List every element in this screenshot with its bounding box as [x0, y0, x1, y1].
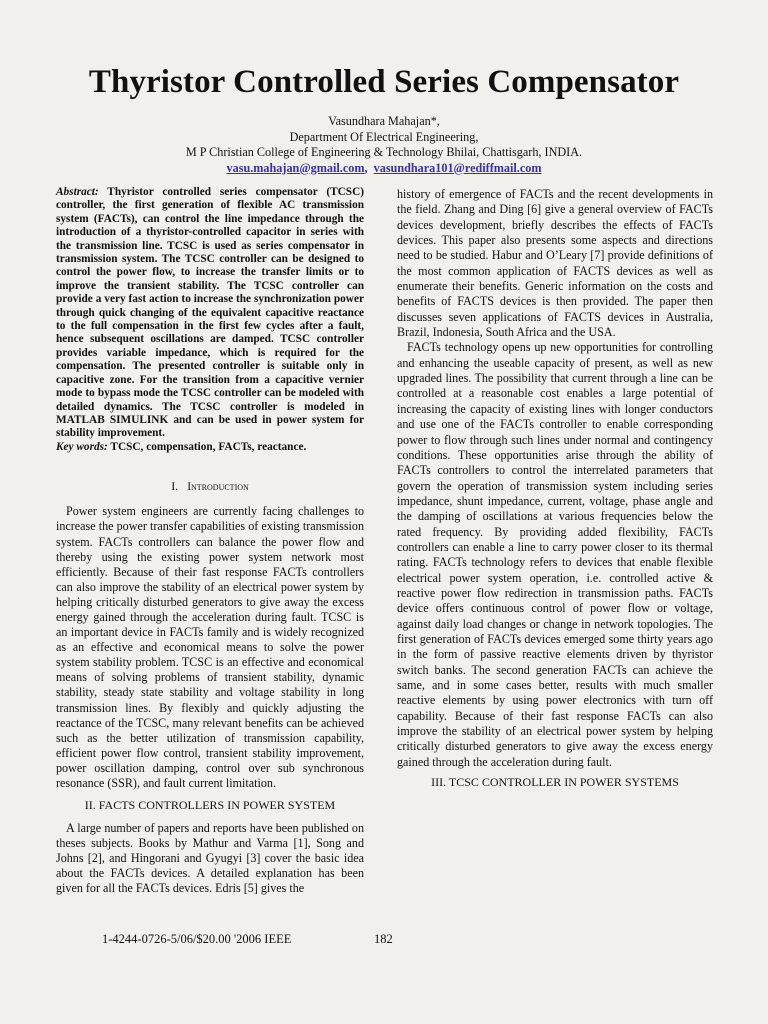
abstract [56, 186, 364, 441]
author-name: Vasundhara Mahajan*, [328, 114, 440, 128]
intro-paragraph: Power system engineers are currently facing challenges to increase the power transfer capabilities of existing transmission system. FACTs controllers can balance the power flow and thereby using the existing power system network most efficiently. Because of their fast response FACTs controllers can also improve the stability of an electrical power system by helping critically disturbed generators to give away the excess energy gained through the acceleration during fault. TCSC is an important device in FACTs family and is widely recognized as an effective and economical means to solve the power system stability problem. TCSC is an effective and economical means of solving problems of transient stability, dynamic stability, steady state stability and voltage stability in long transmission lines. By flexibly and quickly adjusting the reactance of the TCSC, many relevant benefits can be achieved such as the better utilization of transmission capability, efficient power flow control, transient stability improvement, power oscillation damping, control over sub synchronous resonance (SSR), and fault current limitation. [56, 504, 364, 790]
right-column [397, 187, 713, 790]
email-separator: , [364, 160, 368, 175]
section-heading-introduction [56, 479, 364, 495]
email-link-1[interactable]: vasu.mahajan@gmail.com [226, 160, 365, 175]
email-link-2[interactable]: vasundhara101@rediffmail.com [373, 160, 542, 175]
section-number: I. [171, 479, 179, 494]
footer-copyright: 1-4244-0726-5/06/$20.00 '2006 IEEE [102, 932, 292, 946]
keywords-label: Key words: [56, 440, 108, 453]
author-affiliation: M P Christian College of Engineering & Technology Bhilai, Chattisgarh, INDIA. [185, 145, 583, 159]
facts-paragraph-2: FACTs technology opens up new opportunities for controlling and enhancing the useable capacity of present, as well as new upgraded lines. The possibility that current through a line can be controlled at a reasonable cost enables a large potential of increasing the capacity of existing lines with longer conductors and use one of the FACTs controller to enable corresponding power to flow through such lines under normal and contingency conditions. These opportunities arise through the ability of FACTs controllers to control the interrelated parameters that govern the operation of transmission system including series impedance, shunt impedance, current, voltage, phase angle and the damping of oscillations at various frequencies below the rated frequency. By providing added flexibility, FACTs controllers can enable a line to carry power closer to its thermal rating. FACTs technology refers to devices that enable flexible electrical power system operation, i.e. controlled active & reactive power flow redirection in transmission paths. FACTs device offers continuous control of power flow or voltage, against daily load changes or change in network topologies. The first generation of FACTs devices emerged some thirty years ago in the form of passive reactive elements driven by thyristor switch banks. The second generation FACTs can achieve the same, and in some cases better, results with much smaller reactive elements by using power electronics with turn off capability. Because of their fast response FACTs can also improve the stability of an electrical power system by helping critically disturbed generators to give away the excess energy gained through the acceleration during fault. [397, 340, 713, 769]
facts-paragraph-1-continued: history of emergence of FACTs and the recent developments in the field. Zhang and Ding [6] give a general overview of FACTs devices development, briefly describes the effects of FACTs devices. This paper also presents some aspects and directions need to be studied. Habur and O’Leary [7] provide definitions of the most common application of FACTS devices as well as enumerate their benefits. Generic information on the costs and benefits of FACTS devices is then provided. The paper then discusses seven applications of FACTS devices in Australia, Brazil, Indonesia, South Africa and the USA. [397, 187, 713, 340]
facts-paragraph-1: A large number of papers and reports have been published on theses subjects. Books by Mathur and Varma [1], Song and Johns [2], and Hingorani and Gyugyi [3] cover the basic idea about the FACTs devices. A detailed explanation has been given for all the FACTs devices. Edris [5] gives the [56, 821, 364, 896]
keywords-text: TCSC, compensation, FACTs, reactance. [110, 440, 307, 453]
paper-title: Thyristor Controlled Series Compensator [88, 64, 680, 100]
left-column [56, 186, 364, 897]
section-title: Introduction [187, 481, 249, 494]
author-block [0, 114, 768, 176]
author-department: Department Of Electrical Engineering, [289, 129, 479, 144]
keywords [56, 441, 364, 455]
abstract-text: Thyristor controlled series compensator (TCSC) controller, the first generation of flexible AC transmission system (FACTs), can control the line impedance through the introduction of a thyristor-controlled capacitor in series with the transmission line. TCSC is used as series compensator in transmission system. The TCSC controller can be designed to control the power flow, to increase the transfer limits or to improve the transient stability. The TCSC controller can provide a very fast action to increase the synchronization power through quick changing of the equivalent capacitive reactance to the full compensation in the first few cycles after a fault, hence subsequent oscillations are damped. TCSC controller provides variable impedance, which is required for the compensation. The presented controller is suitable only in capacitive zone. For the transition from a capacitive vernier mode to bypass mode the TCSC controller can be modeled with detailed dynamics. The TCSC controller is modeled in MATLAB SIMULINK and can be used in power system for stability improvement. [56, 186, 364, 440]
page-number: 182 [374, 932, 393, 946]
author-emails [0, 161, 768, 177]
section-heading-facts: II. FACTS CONTROLLERS IN POWER SYSTEM [84, 798, 336, 813]
abstract-label: Abstract: [56, 186, 99, 198]
section-heading-tcsc: III. TCSC CONTROLLER IN POWER SYSTEMS [431, 775, 679, 790]
